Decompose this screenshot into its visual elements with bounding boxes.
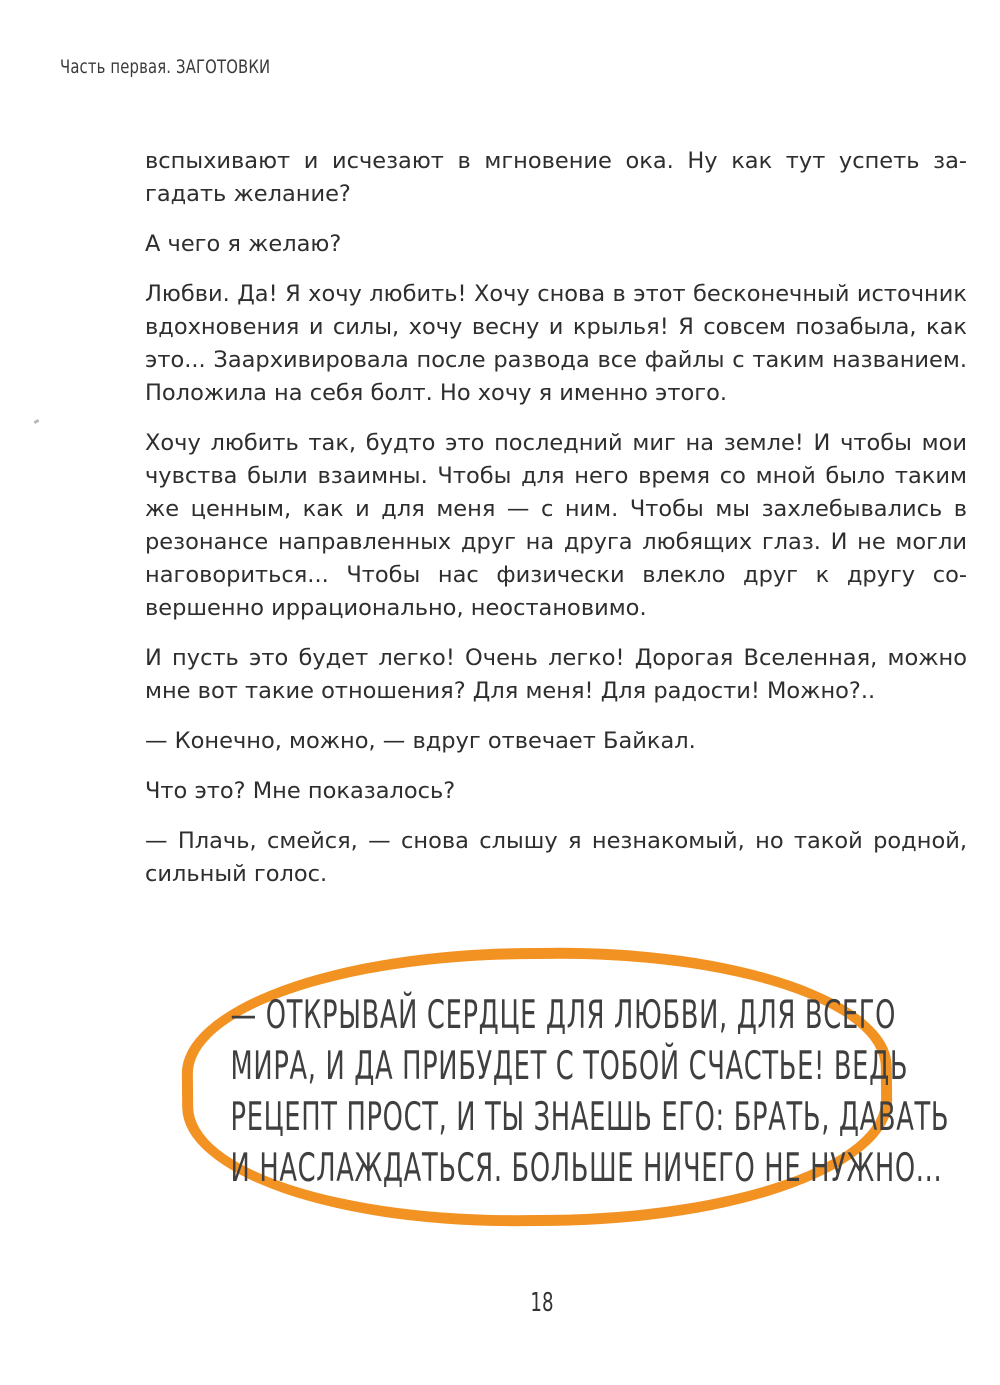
paragraph: — Плачь, смейся, — снова слышу я незнакомый, но такой родной, сильный голос. xyxy=(145,828,967,887)
header-part-label: Часть первая. xyxy=(60,56,172,78)
quote-text xyxy=(230,990,950,1194)
margin-mark xyxy=(34,419,40,424)
paragraph: Что это? Мне показалось? xyxy=(145,778,456,804)
quote-line: И НАСЛАЖДАТЬСЯ. БОЛЬШЕ НИЧЕГО НЕ НУЖНО... xyxy=(230,1146,943,1191)
paragraph: Любви. Да! Я хочу любить! Хочу снова в этот бесконечный источник вдохновения и силы, хочу весну и крылья! Я совсем позабыла, как это... Заархивировала после развода все файлы с таким названием. Положила на себя болт. Но хочу я именно этого. xyxy=(145,281,967,406)
paragraph: вспыхивают и исчезают в мгновение ока. Ну как тут успеть загадать желание? xyxy=(145,148,967,207)
body-text xyxy=(145,145,967,908)
quote-line: МИРА, И ДА ПРИБУДЕТ С ТОБОЙ СЧАСТЬЕ! ВЕДЬ xyxy=(230,1044,909,1089)
header-section-label: ЗАГОТОВКИ xyxy=(176,56,271,78)
page-number: 18 xyxy=(530,1288,554,1318)
paragraph: А чего я желаю? xyxy=(145,231,342,257)
paragraph: Хочу любить так, будто это последний миг на земле! И чтобы мои чувства были взаимны. Чтобы для него время со мной было таким же ценным, как и для меня — с ним. Чтобы мы захлебывались в резонансе направленных друг на друга любящих глаз. И не могли наговориться... Чтобы нас физически влекло друг к другу совершенно иррационально, неостановимо. xyxy=(145,430,967,621)
quote-line: — ОТКРЫВАЙ СЕРДЦЕ ДЛЯ ЛЮБВИ, ДЛЯ ВСЕГО xyxy=(230,993,897,1038)
running-header xyxy=(60,56,270,78)
paragraph: И пусть это будет легко! Очень легко! Дорогая Вселенная, можно мне вот такие отношения? Для меня! Для радости! Можно?.. xyxy=(145,645,967,704)
quote-line: РЕЦЕПТ ПРОСТ, И ТЫ ЗНАЕШЬ ЕГО: БРАТЬ, ДАВАТЬ xyxy=(230,1095,950,1140)
paragraph: — Конечно, можно, — вдруг отвечает Байкал. xyxy=(145,728,696,754)
